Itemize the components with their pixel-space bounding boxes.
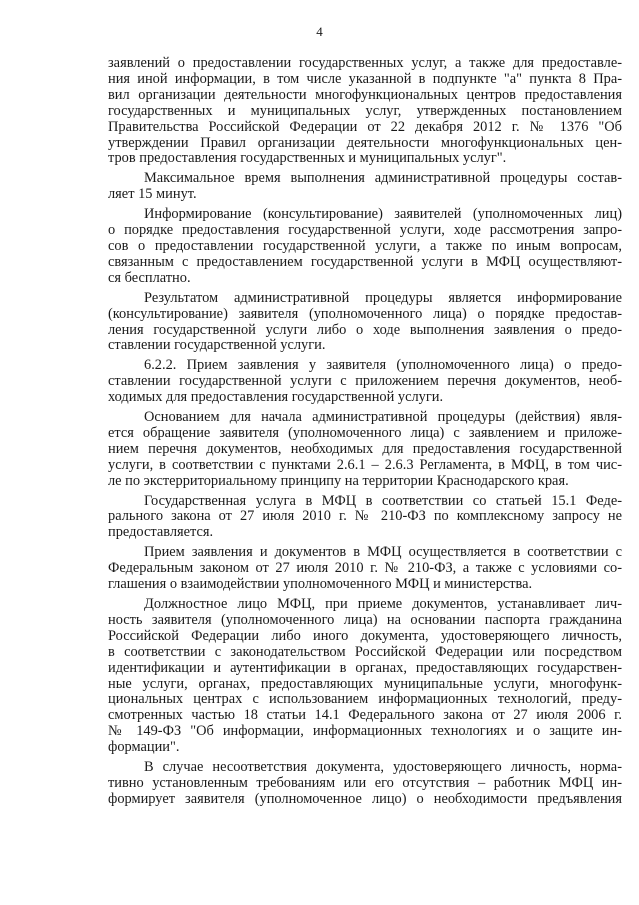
text-line: глашения о взаимодействии уполномоченного МФЦ и министерства. [108, 576, 533, 593]
paragraph [108, 56, 622, 167]
text-line: вил организации деятельности многофункциональных центров предоставления [108, 86, 622, 103]
text-line: циональных центрах с использованием информационных технологий, преду- [108, 691, 622, 708]
text-line: (консультирование) заявителя (уполномоченного лица) о порядке предостав- [108, 305, 622, 322]
text-line: ется обращение заявителя (уполномоченного лица) с заявлением и приложе- [108, 424, 622, 441]
paragraph [108, 494, 622, 542]
text-line: ния иной информации, в том числе указанной в подпункте "а" пункта 8 Пра- [108, 70, 622, 87]
text-line: тров предоставления государственных и муниципальных услуг". [108, 150, 507, 167]
text-line: ле по экстерриториальному принципу на территории Краснодарского края. [108, 472, 569, 489]
text-line: Максимальное время выполнения административной процедуры состав- [144, 170, 622, 187]
text-line: ставлении государственной услуги с приложением перечня документов, необ- [108, 373, 622, 390]
text-line: Правительства Российской Федерации от 22 декабря 2012 г. № 1376 "Об [108, 118, 622, 135]
text-line: № 149-ФЗ "Об информации, информационных технологиях и о защите ин- [108, 723, 622, 740]
text-line: о порядке предоставления государственной услуги, ходе рассмотрения запро- [108, 222, 622, 239]
text-line: Результатом административной процедуры является информирование [144, 289, 622, 306]
text-line: утверждении Правил организации деятельности многофункциональных цен- [108, 134, 622, 151]
paragraph [108, 207, 622, 287]
text-line: ность заявителя (уполномоченного лица) на основании паспорта гражданина [108, 611, 622, 628]
paragraph [108, 545, 622, 593]
text-line: рального закона от 27 июля 2010 г. № 210-ФЗ по комплексному запросу не [108, 508, 622, 525]
text-line: формации". [108, 739, 180, 756]
text-line: государственных и муниципальных услуг, утвержденных постановлением [108, 102, 622, 119]
text-line: услуги, в соответствии с пунктами 2.6.1 – 2.6.3 Регламента, в МФЦ, в том чис- [108, 456, 622, 473]
paragraph [108, 358, 622, 406]
text-line: 6.2.2. Прием заявления у заявителя (уполномоченного лица) о предо- [144, 357, 622, 374]
page-number: 4 [316, 24, 323, 39]
text-line: идентификации и аутентификации в органах, предоставляющих государствен- [108, 659, 622, 676]
text-line: ные услуги, органах, предоставляющих муниципальные услуги, многофунк- [108, 675, 622, 692]
text-line: Прием заявления и документов в МФЦ осуществляется в соответствии с [144, 544, 622, 561]
text-line: В случае несоответствия документа, удостоверяющего личность, норма- [144, 759, 622, 776]
text-line: Основанием для начала административной процедуры (действия) явля- [144, 409, 622, 426]
text-line: в соответствии с законодательством Российской Федерации или посредством [108, 643, 622, 660]
text-line: Информирование (консультирование) заявителей (уполномоченных лиц) [144, 206, 622, 223]
text-line: предоставляется. [108, 524, 214, 541]
text-line: формирует заявителя (уполномоченное лицо) о необходимости предъявления [108, 790, 622, 807]
text-line: сов о предоставлении государственной услуги, а также по иным вопросам, [108, 237, 622, 254]
text-line: ляет 15 минут. [108, 186, 197, 203]
text-line: Федеральным законом от 27 июля 2010 г. № 210-ФЗ, а также с условиями со- [108, 560, 622, 577]
text-line: ления государственной услуги либо о ходе выполнения заявления о предо- [108, 321, 622, 338]
text-line: смотренных частью 18 статьи 14.1 Федерального закона от 27 июля 2006 г. [108, 707, 622, 724]
text-line: ходимых для предоставления государственной услуги. [108, 389, 444, 406]
text-line: Должностное лицо МФЦ, при приеме документов, устанавливает лич- [144, 596, 622, 612]
text-line: ся бесплатно. [108, 269, 191, 286]
paragraph [108, 410, 622, 490]
text-line: нием перечня документов, необходимых для предоставления государственной [108, 440, 622, 457]
text-line: ставлении государственной услуги. [108, 337, 326, 354]
paragraph [108, 291, 622, 355]
text-line: Государственная услуга в МФЦ в соответствии со статьей 15.1 Феде- [144, 492, 622, 509]
text-line: связанным с предоставлением государственной услуги в МФЦ осуществляют- [108, 253, 622, 270]
text-line: Российской Федерации либо иного документа, удостоверяющего личность, [108, 627, 622, 644]
text-line: тивно установленным требованиям или его отсутствия – работник МФЦ ин- [108, 774, 622, 791]
paragraph [108, 597, 622, 756]
text-line: заявлений о предоставлении государственных услуг, а также для предоставле- [108, 55, 622, 71]
paragraph [108, 760, 622, 808]
paragraph [108, 171, 622, 203]
document-body [108, 56, 622, 808]
